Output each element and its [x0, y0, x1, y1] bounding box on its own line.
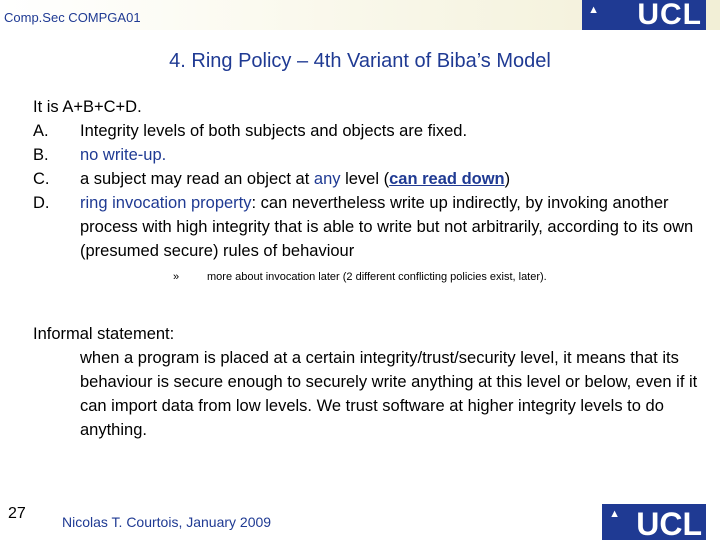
slide-title: 4. Ring Policy – 4th Variant of Biba’s Model [169, 50, 551, 72]
item-text [80, 191, 705, 263]
item-text: Integrity levels of both subjects and objects are fixed. [80, 122, 468, 140]
crest-icon: ▲ [609, 508, 620, 520]
informal-statement [33, 322, 705, 442]
footer-author: Nicolas T. Courtois, January 2009 [62, 514, 272, 530]
item-text-part: a subject may read an object at [80, 170, 314, 188]
main-content [33, 95, 705, 285]
item-text: no write-up. [80, 146, 167, 164]
crest-icon: ▲ [588, 4, 600, 16]
item-highlight-any: any [313, 170, 341, 188]
sub-note [173, 269, 705, 285]
item-text [80, 167, 705, 191]
ucl-logo-footer [602, 504, 706, 540]
item-label: A. [33, 122, 49, 140]
intro-line: It is A+B+C+D. [33, 98, 142, 116]
list-item-a [33, 119, 705, 143]
sub-bullet: » [173, 271, 180, 283]
item-label: B. [33, 146, 49, 164]
list-item-b [33, 143, 705, 167]
item-highlight-property: ring invocation property [80, 194, 252, 212]
item-text-part: : can nevertheless write up indirectly, by invoking another process with high integrity that is able to write but not arbitrarily, according to its own (presumed secure) rules of behaviour [80, 194, 694, 260]
header-bar [0, 0, 720, 30]
item-text-part: level ( [340, 170, 390, 188]
ucl-logo-footer-text: UCL [636, 506, 702, 542]
course-label: Comp.Sec COMPGA01 [4, 10, 141, 25]
page-number: 27 [8, 505, 26, 522]
list-item-d [33, 191, 705, 263]
sub-note-text: more about invocation later (2 different conflicting policies exist, later). [207, 271, 547, 283]
item-text-part: ) [504, 170, 511, 188]
list-item-c [33, 167, 705, 191]
ucl-logo [582, 0, 706, 30]
informal-text: when a program is placed at a certain integrity/trust/security level, it means that its behaviour is secure enough to securely write anything at this level or below, even if it can import data from low levels. We trust software at higher integrity levels to do anything. [80, 349, 698, 439]
item-label: C. [33, 170, 50, 188]
informal-heading: Informal statement: [33, 325, 175, 343]
item-highlight-can-read-down: can read down [389, 170, 505, 188]
item-label: D. [33, 194, 50, 212]
ucl-logo-text: UCL [637, 0, 702, 31]
